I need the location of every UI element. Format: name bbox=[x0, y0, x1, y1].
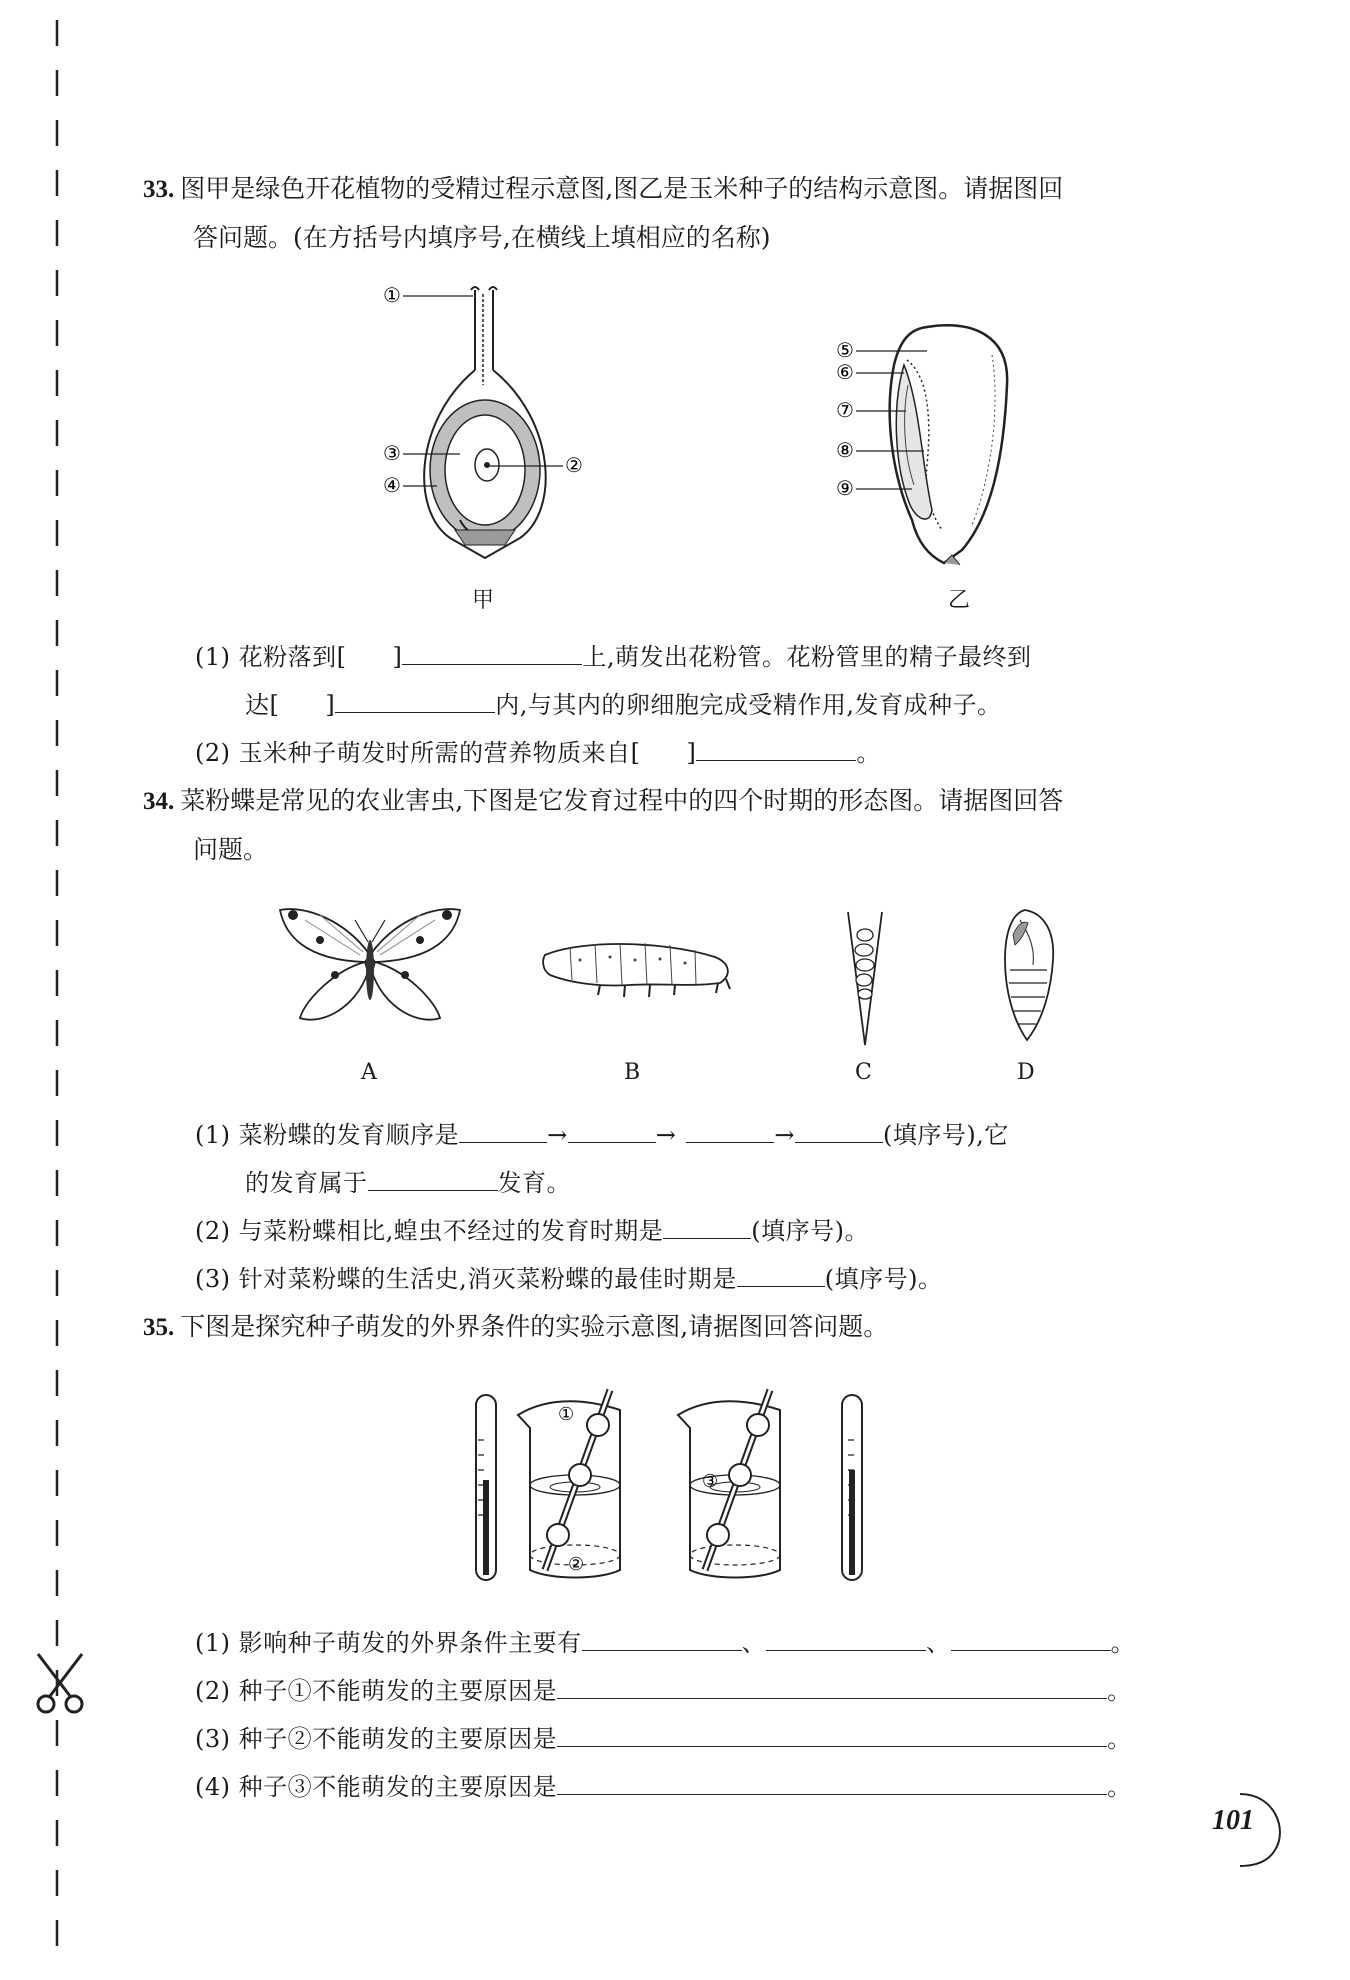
figure-pupa bbox=[995, 905, 1060, 1045]
answer-blank[interactable] bbox=[557, 1672, 1107, 1699]
beaker-label-2: ② bbox=[568, 1554, 585, 1575]
q35-sub3 bbox=[195, 1715, 1132, 1763]
caption-a: A bbox=[361, 1060, 377, 1085]
q35-sub1 bbox=[195, 1619, 1135, 1667]
answer-blank[interactable] bbox=[582, 1624, 742, 1651]
figure-eggs bbox=[840, 910, 890, 1050]
arrow-icon: → bbox=[655, 1121, 677, 1149]
caption-c: C bbox=[855, 1060, 872, 1085]
figure-larva bbox=[540, 935, 740, 1005]
label-2: ② bbox=[565, 453, 583, 477]
answer-blank[interactable] bbox=[696, 734, 856, 761]
q35-sub2 bbox=[195, 1667, 1132, 1715]
label-3: ③ bbox=[383, 441, 401, 465]
separator: 、 bbox=[926, 1629, 951, 1657]
label-9: ⑨ bbox=[836, 476, 854, 500]
figure-corn-seed bbox=[832, 315, 1022, 570]
page-number: 101 bbox=[1212, 1805, 1254, 1836]
arrow-icon: → bbox=[774, 1121, 795, 1149]
beaker-label-3: ③ bbox=[702, 1471, 719, 1492]
q33-sub1-text-b: ] bbox=[392, 643, 403, 671]
q33-sub2 bbox=[195, 729, 881, 777]
q34-sub3 bbox=[195, 1255, 943, 1303]
caption-d: D bbox=[1017, 1060, 1035, 1085]
q34-sub3-text-a: (3) 针对菜粉蝶的生活史,消灭菜粉蝶的最佳时期是 bbox=[195, 1265, 737, 1293]
q34-sub2 bbox=[195, 1207, 869, 1255]
q33-sub1 bbox=[195, 633, 1032, 729]
answer-blank[interactable] bbox=[557, 1768, 1107, 1795]
answer-blank[interactable] bbox=[568, 1116, 656, 1143]
q34-sub3-text-b: (填序号)。 bbox=[824, 1265, 943, 1293]
figure-beakers bbox=[470, 1380, 870, 1585]
caption-yi: 乙 bbox=[948, 588, 971, 613]
label-1: ① bbox=[383, 283, 401, 307]
q34-sub1 bbox=[195, 1111, 1009, 1207]
q35-sub4-text: (4) 种子③不能萌发的主要原因是 bbox=[195, 1773, 558, 1801]
answer-blank[interactable] bbox=[766, 1624, 926, 1651]
q34-sub2-text-a: (2) 与菜粉蝶相比,蝗虫不经过的发育时期是 bbox=[195, 1217, 664, 1245]
figure-butterfly bbox=[275, 900, 465, 1030]
q34-sub1-text-b: (填序号),它 bbox=[882, 1121, 1009, 1149]
question-34 bbox=[143, 777, 1063, 874]
label-4: ④ bbox=[383, 473, 401, 497]
period: 。 bbox=[1107, 1773, 1132, 1801]
q33-sub1-text-c: 上,萌发出花粉管。花粉管里的精子最终到 bbox=[582, 643, 1032, 671]
q34-sub2-text-b: (填序号)。 bbox=[751, 1217, 869, 1245]
q34-sub1-text-a: (1) 菜粉蝶的发育顺序是 bbox=[195, 1121, 460, 1149]
answer-blank[interactable] bbox=[368, 1164, 498, 1191]
answer-blank[interactable] bbox=[557, 1720, 1107, 1747]
beaker-label-1: ① bbox=[558, 1404, 575, 1425]
q33-sub1-text-f: 内,与其内的卵细胞完成受精作用,发育成种子。 bbox=[495, 691, 1002, 719]
q33-sub1-text-a: (1) 花粉落到[ bbox=[195, 643, 347, 671]
answer-blank[interactable] bbox=[402, 638, 582, 665]
scissors-icon bbox=[30, 1650, 90, 1720]
question-text: 下图是探究种子萌发的外界条件的实验示意图,请据图回答问题。 bbox=[180, 1312, 889, 1341]
answer-blank[interactable] bbox=[737, 1260, 825, 1287]
question-text-cont: 问题。 bbox=[193, 835, 269, 864]
question-text: 菜粉蝶是常见的农业害虫,下图是它发育过程中的四个时期的形态图。请据图回答 bbox=[180, 786, 1064, 815]
answer-blank[interactable] bbox=[686, 1116, 774, 1143]
caption-b: B bbox=[624, 1060, 641, 1085]
figure-pistil bbox=[375, 280, 595, 570]
label-7: ⑦ bbox=[836, 398, 854, 422]
question-number: 34. bbox=[143, 788, 175, 815]
caption-jia: 甲 bbox=[472, 588, 495, 613]
q33-sub1-text-d: 达[ bbox=[245, 691, 280, 719]
q35-sub4 bbox=[195, 1763, 1132, 1811]
label-5: ⑤ bbox=[836, 338, 854, 362]
question-33 bbox=[143, 165, 1063, 262]
q35-sub2-text: (2) 种子①不能萌发的主要原因是 bbox=[195, 1677, 558, 1705]
period: 。 bbox=[1107, 1677, 1132, 1705]
q33-sub2-text-a: (2) 玉米种子萌发时所需的营养物质来自[ bbox=[195, 739, 641, 767]
q33-sub2-text-b: ] bbox=[686, 739, 697, 767]
question-text-cont: 答问题。(在方括号内填序号,在横线上填相应的名称) bbox=[193, 223, 771, 252]
q34-sub1-text-d: 发育。 bbox=[497, 1169, 571, 1197]
arrow-icon: → bbox=[547, 1121, 568, 1149]
q33-sub2-text-c: 。 bbox=[856, 739, 881, 767]
label-8: ⑧ bbox=[836, 438, 854, 462]
question-number: 35. bbox=[143, 1314, 175, 1341]
question-text: 图甲是绿色开花植物的受精过程示意图,图乙是玉米种子的结构示意图。请据图回 bbox=[180, 174, 1064, 203]
answer-blank[interactable] bbox=[795, 1116, 883, 1143]
q35-sub3-text: (3) 种子②不能萌发的主要原因是 bbox=[195, 1725, 558, 1753]
question-35 bbox=[143, 1303, 888, 1352]
label-6: ⑥ bbox=[836, 360, 854, 384]
q35-sub1-text: (1) 影响种子萌发的外界条件主要有 bbox=[195, 1629, 582, 1657]
answer-blank[interactable] bbox=[459, 1116, 547, 1143]
q34-sub1-text-c: 的发育属于 bbox=[245, 1169, 368, 1197]
question-number: 33. bbox=[143, 176, 175, 203]
answer-blank[interactable] bbox=[663, 1212, 751, 1239]
period: 。 bbox=[1110, 1629, 1136, 1657]
separator: 、 bbox=[741, 1629, 767, 1657]
period: 。 bbox=[1107, 1725, 1132, 1753]
q33-sub1-text-e: ] bbox=[325, 691, 336, 719]
answer-blank[interactable] bbox=[951, 1624, 1111, 1651]
answer-blank[interactable] bbox=[335, 686, 495, 713]
